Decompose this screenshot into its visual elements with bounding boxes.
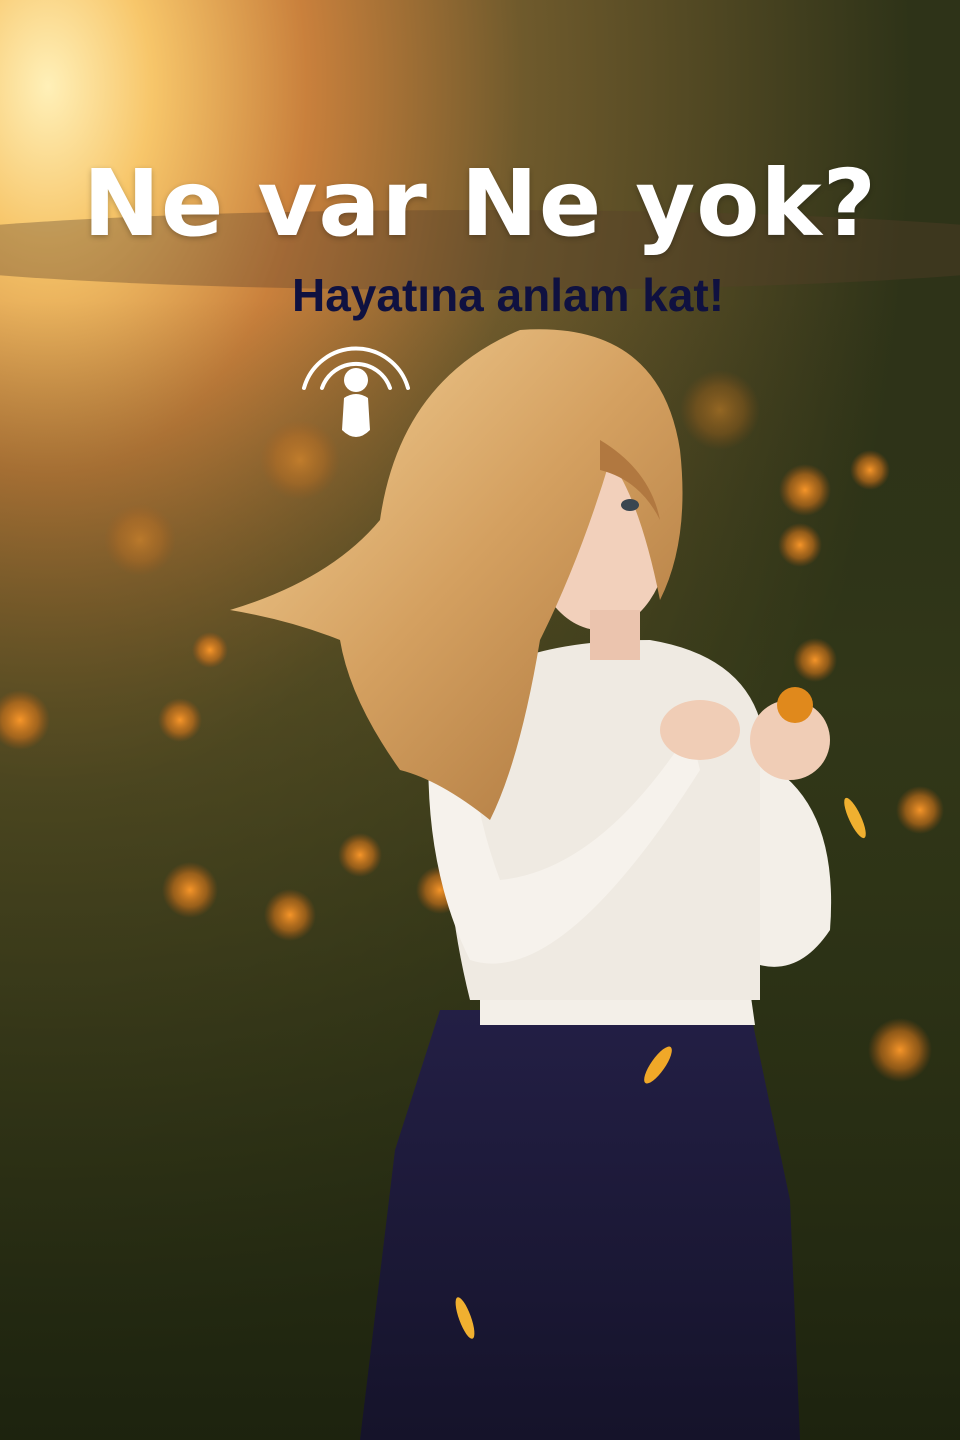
page-title: Ne var Ne yok? bbox=[82, 150, 878, 257]
broadcast-person-icon bbox=[296, 328, 416, 448]
tagline: Hayatına anlam kat! bbox=[292, 269, 725, 321]
